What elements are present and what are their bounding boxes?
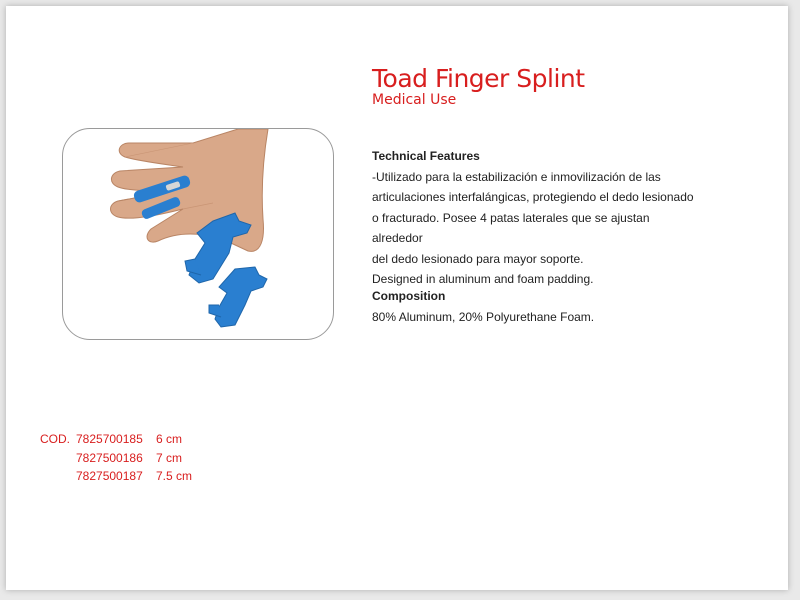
catalog-page xyxy=(6,6,788,590)
product-subtitle: Medical Use xyxy=(372,92,457,108)
technical-line: -Utilizado para la estabilización e inmovilización de las xyxy=(372,169,661,184)
code-number: 7827500186 xyxy=(76,450,143,465)
code-row xyxy=(40,430,216,449)
loose-splint-small xyxy=(209,267,267,327)
code-row xyxy=(40,449,216,468)
composition-text: 80% Aluminum, 20% Polyurethane Foam. xyxy=(372,309,595,324)
product-title: Toad Finger Splint xyxy=(372,64,585,93)
code-size: 6 cm xyxy=(156,432,183,446)
code-size: 7.5 cm xyxy=(156,469,193,483)
product-photo xyxy=(63,129,333,339)
composition-heading: Composition xyxy=(372,289,446,303)
code-row xyxy=(40,467,216,486)
product-codes xyxy=(40,430,216,486)
code-number: 7827500187 xyxy=(76,469,143,483)
code-number: 7825700185 xyxy=(76,432,143,446)
technical-features xyxy=(372,146,702,290)
technical-line: o fracturado. Posee 4 patas laterales que se ajustan alrededor xyxy=(372,210,650,245)
code-size: 7 cm xyxy=(156,450,183,465)
code-label: COD. xyxy=(40,432,70,446)
technical-line: Designed in aluminum and foam padding. xyxy=(372,272,594,286)
composition-section xyxy=(372,286,702,327)
product-photo-frame xyxy=(62,128,334,340)
technical-line: articulaciones interfalángicas, protegiendo el dedo lesionado xyxy=(372,190,694,204)
technical-features-heading: Technical Features xyxy=(372,149,480,163)
technical-line: del dedo lesionado para mayor soporte. xyxy=(372,251,584,266)
